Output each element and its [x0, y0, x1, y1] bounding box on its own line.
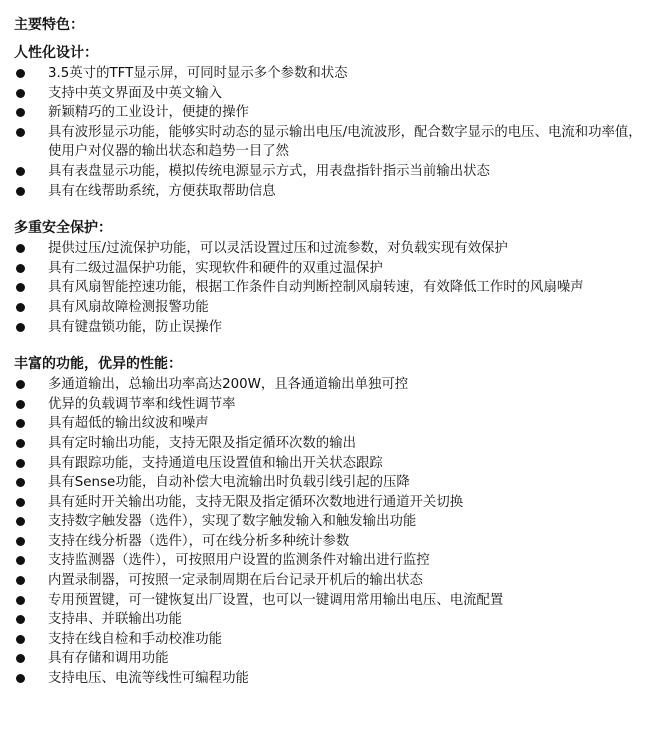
list-item-text: 3.5英寸的TFT显示屏，可同时显示多个参数和状态: [48, 66, 348, 81]
bullet-icon: [16, 478, 25, 487]
bullet-icon: [16, 517, 25, 526]
bullet-icon: [16, 283, 25, 292]
bullet-icon: [16, 167, 25, 176]
list-item: [14, 182, 654, 202]
bullet-icon: [16, 576, 25, 585]
list-item-text: 提供过压/过流保护功能，可以灵活设置过压和过流参数，对负载实现有效保护: [48, 241, 508, 257]
list-item-text: 多通道输出，总输出功率高达200W，且各通道输出单独可控: [48, 377, 409, 393]
list-item: [14, 84, 654, 104]
bullet-icon: [16, 303, 25, 312]
bullet-icon: [16, 187, 25, 196]
list-item-text: 支持在线分析器（选件），可在线分析多种统计参数: [48, 533, 350, 549]
list-item: [14, 64, 654, 84]
feature-section: [14, 219, 654, 337]
feature-list: [14, 239, 654, 337]
list-item: [14, 493, 654, 513]
bullet-icon: [16, 69, 25, 78]
list-item: [14, 512, 654, 532]
feature-list: [14, 64, 654, 201]
bullet-icon: [16, 108, 25, 117]
bullet-icon: [16, 498, 25, 507]
bullet-icon: [16, 596, 25, 605]
section-heading: 丰富的功能，优异的性能：: [14, 356, 182, 373]
list-item: [14, 532, 654, 552]
feature-document: [14, 16, 654, 689]
bullet-icon: [16, 459, 25, 468]
list-item-text: 具有风扇智能控速功能，根据工作条件自动判断控制风扇转速，有效降低工作时的风扇噪声: [48, 280, 584, 296]
list-item: [14, 649, 654, 669]
bullet-icon: [16, 654, 25, 663]
bullet-icon: [16, 264, 25, 273]
list-item: [14, 669, 654, 689]
list-item: [14, 375, 654, 395]
list-item-text: 具有表盘显示功能，模拟传统电源显示方式，用表盘指针指示当前输出状态: [48, 163, 490, 179]
list-item: [14, 414, 654, 434]
list-item-text: 支持电压、电流等线性可编程功能: [48, 671, 249, 687]
list-item: [14, 571, 654, 591]
list-item: [14, 278, 654, 298]
list-item-text: 具有超低的输出纹波和噪声: [48, 416, 209, 432]
bullet-icon: [16, 439, 25, 448]
bullet-icon: [16, 556, 25, 565]
list-item: [14, 454, 654, 474]
list-item-text: 具有Sense功能，自动补偿大电流输出时负载引线引起的压降: [48, 475, 410, 491]
list-item: [14, 103, 654, 123]
list-item: [14, 162, 654, 182]
list-item-text: 支持中英文界面及中英文输入: [48, 85, 223, 101]
bullet-icon: [16, 380, 25, 389]
list-item-text: 具有键盘锁功能，防止误操作: [48, 319, 223, 335]
list-item-text: 新颖精巧的工业设计，便捷的操作: [48, 105, 249, 121]
bullet-icon: [16, 400, 25, 409]
list-item-text: 具有在线帮助系统，方便获取帮助信息: [48, 183, 276, 199]
list-item-text: 优异的负载调节率和线性调节率: [48, 396, 236, 412]
bullet-icon: [16, 635, 25, 644]
bullet-icon: [16, 674, 25, 683]
list-item-text: 具有二级过温保护功能，实现软件和硬件的双重过温保护: [48, 260, 383, 276]
bullet-icon: [16, 537, 25, 546]
section-heading: 多重安全保护：: [14, 220, 112, 237]
list-item-text: 具有定时输出功能，支持无限及指定循环次数的输出: [48, 435, 356, 451]
list-item: [14, 298, 654, 318]
list-item-text: 具有风扇故障检测报警功能: [48, 299, 209, 315]
feature-section: [14, 355, 654, 689]
section-heading: 人性化设计：: [14, 45, 98, 61]
list-item: [14, 239, 654, 259]
list-item-text: 支持监测器（选件），可按照用户设置的监测条件对输出进行监控: [48, 553, 430, 569]
list-item: [14, 259, 654, 279]
bullet-icon: [16, 128, 25, 137]
bullet-icon: [16, 419, 25, 428]
bullet-icon: [16, 615, 25, 624]
list-item-text: 专用预置键，可一键恢复出厂设置，也可以一键调用常用输出电压、电流配置: [48, 592, 504, 608]
bullet-icon: [16, 89, 25, 98]
list-item: [14, 551, 654, 571]
list-item-text: 具有延时开关输出功能，支持无限及指定循环次数地进行通道开关切换: [48, 494, 464, 510]
list-item-text: 支持在线自检和手动校准功能: [48, 631, 223, 647]
list-item: [14, 591, 654, 611]
list-item: [14, 630, 654, 650]
list-item-text: 具有存储和调用功能: [48, 651, 169, 667]
list-item-text: 内置录制器，可按照一定录制周期在后台记录开机后的输出状态: [48, 573, 423, 589]
list-item: [14, 123, 654, 162]
feature-list: [14, 375, 654, 689]
feature-sections: [14, 44, 654, 689]
feature-section: [14, 44, 654, 201]
list-item-text: 具有跟踪功能，支持通道电压设置值和输出开关状态跟踪: [48, 455, 383, 471]
list-item-text: 支持串、并联输出功能: [48, 612, 182, 628]
bullet-icon: [16, 323, 25, 332]
list-item: [14, 473, 654, 493]
list-item: [14, 610, 654, 630]
bullet-icon: [16, 244, 25, 253]
list-item-text: 具有波形显示功能，能够实时动态的显示输出电压/电流波形，配合数字显示的电压、电流和功率值，使用户对仪器的输出状态和趋势一目了然: [48, 124, 642, 160]
list-item: [14, 318, 654, 338]
document-title: 主要特色：: [14, 17, 84, 33]
list-item: [14, 395, 654, 415]
list-item-text: 支持数字触发器（选件），实现了数字触发输入和触发输出功能: [48, 514, 417, 530]
list-item: [14, 434, 654, 454]
